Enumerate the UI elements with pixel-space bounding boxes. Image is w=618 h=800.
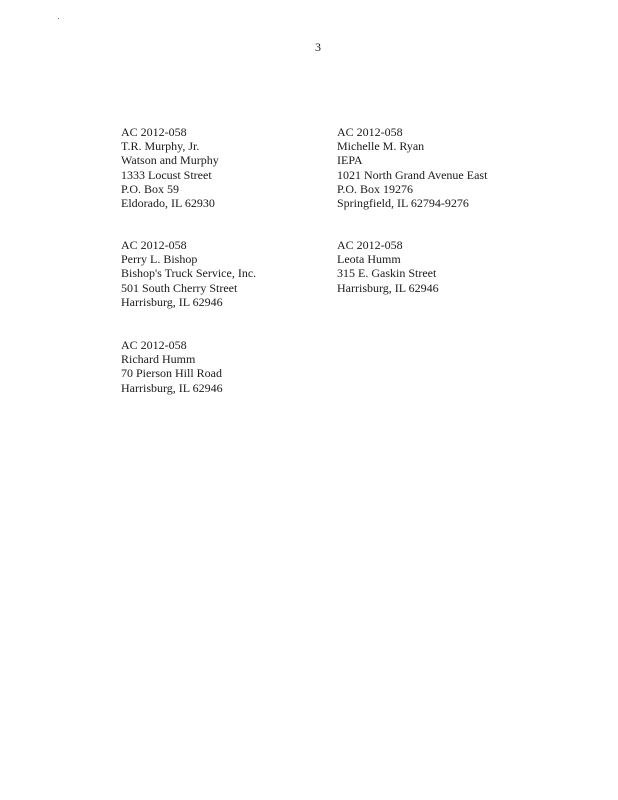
po-box: P.O. Box 19276 xyxy=(337,181,414,196)
city-state-zip: Harrisburg, IL 62946 xyxy=(121,380,223,395)
recipient-name: Leota Humm xyxy=(337,252,401,267)
case-number: AC 2012-058 xyxy=(337,238,403,252)
recipient-name: Michelle M. Ryan xyxy=(337,139,425,154)
street-address: 315 E. Gaskin Street xyxy=(337,266,437,281)
case-number: AC 2012-058 xyxy=(121,125,187,139)
address-block-leota-humm xyxy=(337,238,547,295)
recipient-name: Richard Humm xyxy=(121,352,196,367)
case-number: AC 2012-058 xyxy=(121,238,187,252)
street-address: 1021 North Grand Avenue East xyxy=(337,167,488,182)
city-state-zip: Harrisburg, IL 62946 xyxy=(337,280,439,295)
street-address: 70 Pierson Hill Road xyxy=(121,366,222,381)
case-number: AC 2012-058 xyxy=(337,125,403,139)
organization: Watson and Murphy xyxy=(121,153,219,168)
city-state-zip: Eldorado, IL 62930 xyxy=(121,196,215,211)
page-number: 3 xyxy=(315,40,321,54)
recipient-name: Perry L. Bishop xyxy=(121,252,198,267)
address-block-bishop xyxy=(121,238,331,309)
city-state-zip: Springfield, IL 62794-9276 xyxy=(337,196,469,211)
recipient-name: T.R. Murphy, Jr. xyxy=(121,139,200,154)
city-state-zip: Harrisburg, IL 62946 xyxy=(121,294,223,309)
street-address: 501 South Cherry Street xyxy=(121,280,238,295)
address-block-richard-humm xyxy=(121,338,331,395)
scan-artifact-dot xyxy=(58,18,59,19)
case-number: AC 2012-058 xyxy=(121,338,187,352)
address-block-murphy xyxy=(121,125,331,210)
organization: IEPA xyxy=(337,153,363,168)
street-address: 1333 Locust Street xyxy=(121,167,212,182)
address-block-ryan xyxy=(337,125,547,210)
organization: Bishop's Truck Service, Inc. xyxy=(121,266,257,281)
po-box: P.O. Box 59 xyxy=(121,181,180,196)
